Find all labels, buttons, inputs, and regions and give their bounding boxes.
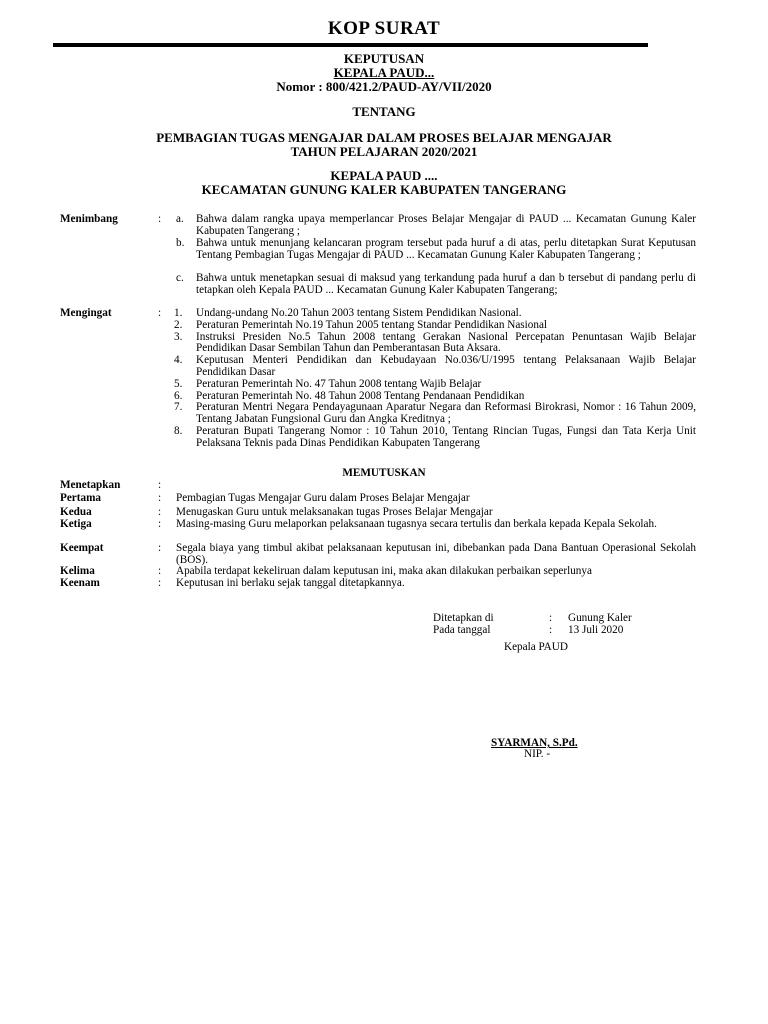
signatory-name: SYARMAN, S.Pd. <box>491 737 578 749</box>
date-value: 13 Juli 2020 <box>568 624 624 636</box>
keempat-label: Keempat <box>60 542 104 554</box>
ketiga-text: Masing-masing Guru melaporkan pelaksanaan tugasnya secara tertulis dan berkala kepada Kepala Sekolah. <box>176 518 657 530</box>
pertama-label: Pertama <box>60 492 101 504</box>
date-colon: : <box>549 624 553 636</box>
menetapkan-label: Menetapkan <box>60 479 121 491</box>
memutuskan-heading: MEMUTUSKAN <box>342 467 426 479</box>
keenam-text: Keputusan ini berlaku sejak tanggal ditetapkannya. <box>176 577 405 589</box>
signatory-nip: NIP. - <box>524 748 551 760</box>
mengingat-item: 7. Peraturan Mentri Negara Pendayagunaan Aparatur Negara dan Reformasi Birokrasi, Nomor : 16 Tahun 2009, Tentang Jabatan Fungsional Guru dan Angka Kreditnya ; <box>174 401 696 426</box>
menimbang-colon: : <box>158 213 162 225</box>
mengingat-item: 5. Peraturan Pemerintah No. 47 Tahun 2008 tentang Wajib Belajar <box>174 377 482 390</box>
ketiga-colon: : <box>158 518 162 530</box>
mengingat-item: 4. Keputusan Menteri Pendidikan dan Kebudayaan No.036/U/1995 tentang Pelaksanaan Wajib Belajar Pendidikan Dasar <box>174 354 696 378</box>
pertama-colon: : <box>158 492 162 504</box>
mengingat-item: 3. Instruksi Presiden No.5 Tahun 2008 tentang Gerakan Nasional Percepatan Penuntasan Wajib Belajar Pendidikan Dasar Sembilan Tahun dan Pemberantasan Buta Aksara. <box>174 330 696 355</box>
mengingat-item: 2. Peraturan Pemerintah No.19 Tahun 2005 tentang Standar Pendidikan Nasional <box>174 318 548 331</box>
menetapkan-colon: : <box>158 479 162 491</box>
pertama-text: Pembagian Tugas Mengajar Guru dalam Proses Belajar Mengajar <box>176 492 470 504</box>
tentang-heading: TENTANG <box>352 104 416 119</box>
kelima-label: Kelima <box>60 565 95 577</box>
mengingat-colon: : <box>158 307 162 319</box>
menimbang-item: b. Bahwa untuk menunjang kelancaran program tersebut pada huruf a di atas, perlu ditetapkan Surat Keputusan Tentang Pembagian Tugas Mengajar di PAUD ... Kecamatan Gunung Kaler Kabupaten Tangerang ; <box>176 237 696 261</box>
keempat-text: Segala biaya yang timbul akibat pelaksanaan keputusan ini, dibebankan pada Dana Bantuan Operasional Sekolah (BOS). <box>176 542 696 566</box>
kelima-text: Apabila terdapat kekeliruan dalam keputusan ini, maka akan dilakukan perbaikan seperlunya <box>176 565 592 577</box>
date-label: Pada tanggal <box>433 624 491 636</box>
place-label: Ditetapkan di <box>433 612 494 624</box>
authority-line-1: KEPALA PAUD .... <box>330 168 438 183</box>
menimbang-item: c. Bahwa untuk menetapkan sesuai di maksud yang terkandung pada huruf a dan b tersebut di pandang perlu di tetapkan oleh Kepala PAUD ... Kecamatan Gunung Kaler Kabupaten Tangerang; <box>176 272 696 296</box>
subject-line-1: PEMBAGIAN TUGAS MENGAJAR DALAM PROSES BELAJAR MENGAJAR <box>156 130 612 145</box>
keenam-colon: : <box>158 577 162 589</box>
kedua-colon: : <box>158 506 162 518</box>
mengingat-list <box>174 308 696 450</box>
letterhead-title: KOP SURAT <box>327 18 441 39</box>
letterhead-rule <box>53 43 648 47</box>
subject-line-2: TAHUN PELAJARAN 2020/2021 <box>290 144 478 159</box>
kedua-text: Menugaskan Guru untuk melaksanakan tugas Proses Belajar Mengajar <box>176 506 493 518</box>
menimbang-item: a. Bahwa dalam rangka upaya memperlancar Proses Belajar Mengajar di PAUD ... Kecamatan Gunung Kaler Kabupaten Tangerang ; <box>176 213 696 237</box>
kelima-colon: : <box>158 565 162 577</box>
mengingat-label: Mengingat <box>60 307 112 319</box>
keenam-label: Keenam <box>60 577 100 589</box>
decree-issuer: KEPALA PAUD... <box>333 65 435 80</box>
menimbang-list <box>176 214 696 297</box>
mengingat-item: 8. Peraturan Bupati Tangerang Nomor : 10 Tahun 2010, Tentang Rincian Tugas, Fungsi dan Tata Kerja Unit Pelaksana Teknis pada Dinas Pendidikan Kabupaten Tangerang <box>174 424 696 449</box>
place-colon: : <box>549 612 553 624</box>
authority-line-2: KECAMATAN GUNUNG KALER KABUPATEN TANGERANG <box>201 182 567 197</box>
mengingat-item: 1. Undang-undang No.20 Tahun 2003 tentang Sistem Pendidikan Nasional. <box>174 307 522 319</box>
ketiga-label: Ketiga <box>60 518 92 530</box>
kedua-label: Kedua <box>60 506 92 518</box>
mengingat-item: 6. Peraturan Pemerintah No. 48 Tahun 2008 Tentang Pendanaan Pendidikan <box>174 389 525 402</box>
keempat-colon: : <box>158 542 162 554</box>
menimbang-label: Menimbang <box>60 213 118 225</box>
decree-heading: KEPUTUSAN <box>343 51 425 66</box>
signatory-position: Kepala PAUD <box>504 641 568 653</box>
place-value: Gunung Kaler <box>568 612 632 624</box>
decree-number: Nomor : 800/421.2/PAUD-AY/VII/2020 <box>276 79 492 94</box>
